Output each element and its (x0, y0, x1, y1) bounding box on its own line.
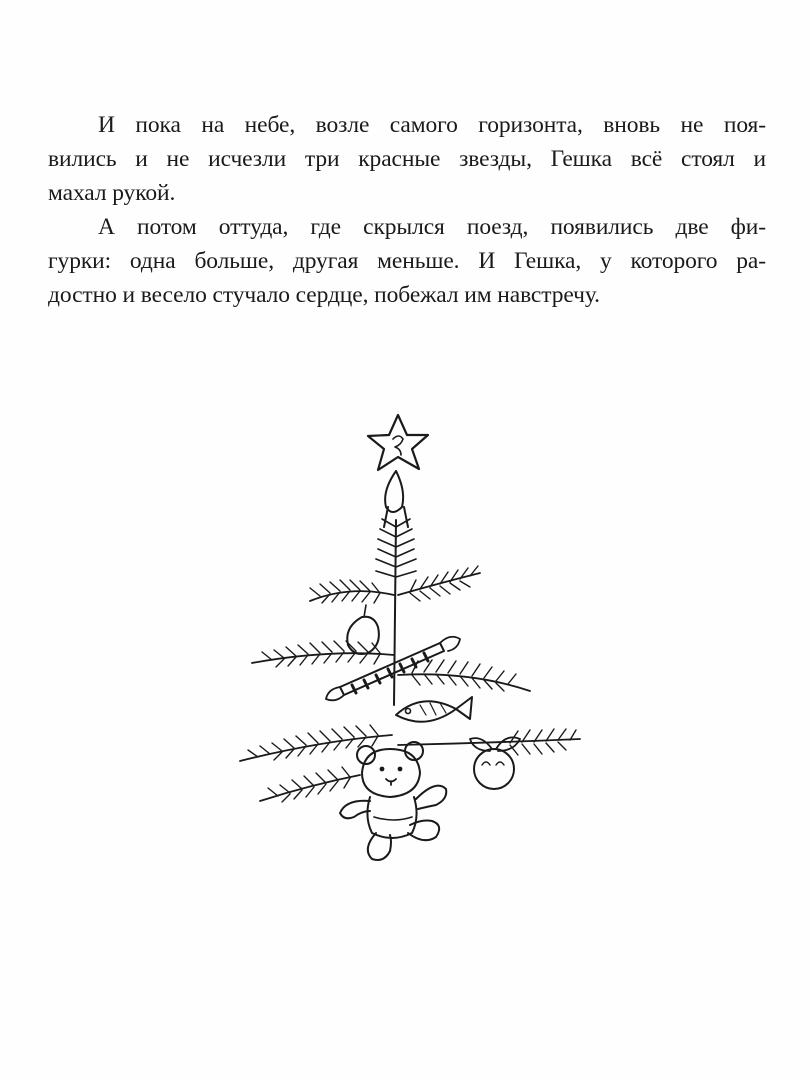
text-block (48, 108, 766, 312)
teddy-bear-icon (340, 742, 446, 860)
branch-upper-right (398, 566, 480, 601)
text-line: И пока на небе, возле самого горизонта, вновь не поя- (98, 112, 766, 138)
paragraph-1 (48, 108, 766, 210)
star-icon (368, 415, 428, 470)
candle-icon (384, 471, 408, 527)
text-line: гурки: одна больше, другая меньше. И Гешка, у которого ра- (48, 248, 766, 274)
text-line: достно и весело стучало сердце, побежал им навстречу. (48, 282, 600, 308)
paragraph-2 (48, 210, 766, 312)
branch-bottom-left (260, 767, 360, 802)
text-line: вились и не исчезли три красные звезды, Гешка всё стоял и (48, 146, 766, 172)
text-line: махал рукой. (48, 180, 176, 206)
branch-upper-left (310, 580, 394, 603)
text-line: А потом оттуда, где скрылся поезд, появились две фи- (98, 214, 766, 240)
fish-icon (396, 697, 472, 722)
candy-stick-icon (326, 637, 460, 701)
branch-middle-left (252, 641, 394, 667)
branch-middle-right (398, 660, 530, 691)
ball-icon (470, 737, 520, 789)
christmas-tree-illustration (230, 405, 590, 885)
